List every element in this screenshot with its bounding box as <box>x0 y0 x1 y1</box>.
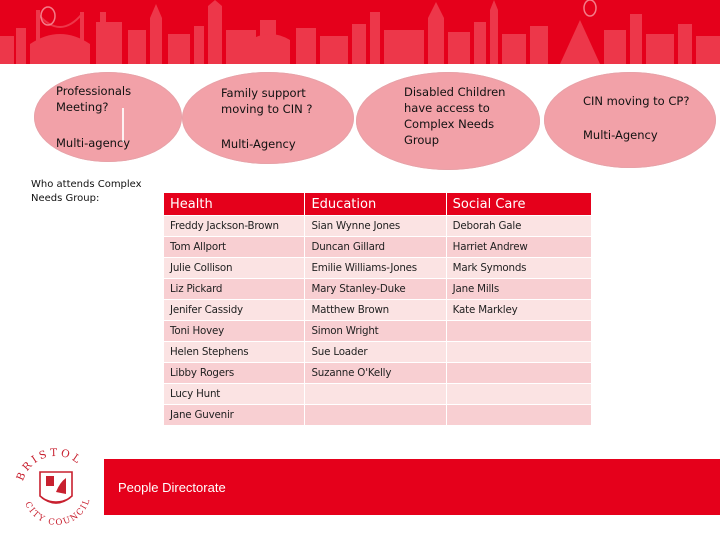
who-attends-label: Who attends Complex Needs Group: <box>31 179 142 204</box>
table-row <box>164 342 592 363</box>
table-cell <box>446 405 591 426</box>
ellipse-disabled-children-title: Disabled Children have access to Complex Needs Group <box>404 85 506 147</box>
ellipse-cin-to-cp-sub: Multi-Agency <box>583 128 658 142</box>
ellipse-professionals-title: Professionals Meeting? <box>56 84 132 114</box>
table-header-row <box>164 193 592 216</box>
table-row <box>164 258 592 279</box>
table-row <box>164 405 592 426</box>
table-cell <box>446 384 591 405</box>
table-cell <box>305 384 446 405</box>
header-health: Health <box>164 193 305 216</box>
table-cell: Jenifer Cassidy <box>164 300 305 321</box>
table-row <box>164 321 592 342</box>
table-row <box>164 216 592 237</box>
table-row <box>164 279 592 300</box>
table-cell: Jane Mills <box>446 279 591 300</box>
header-education: Education <box>305 193 446 216</box>
table-cell: Sue Loader <box>305 342 446 363</box>
ellipse-professionals-sub: Multi-agency <box>56 136 131 150</box>
footer-bar <box>104 459 720 515</box>
ellipse-family-support-title: Family support moving to CIN ? <box>221 86 313 116</box>
header-social-care: Social Care <box>446 193 591 216</box>
svg-text:BRISTOL: BRISTOL <box>14 446 85 483</box>
table-cell: Tom Allport <box>164 237 305 258</box>
table-cell: Duncan Gillard <box>305 237 446 258</box>
header-banner <box>0 0 720 64</box>
table-row <box>164 384 592 405</box>
footer-label: People Directorate <box>118 480 226 495</box>
council-crest-icon <box>10 440 102 532</box>
table-cell: Simon Wright <box>305 321 446 342</box>
table-cell: Harriet Andrew <box>446 237 591 258</box>
table-cell: Helen Stephens <box>164 342 305 363</box>
table-cell <box>305 405 446 426</box>
table-cell: Sian Wynne Jones <box>305 216 446 237</box>
table-cell: Libby Rogers <box>164 363 305 384</box>
ellipse-cin-to-cp <box>544 72 716 168</box>
table-row <box>164 300 592 321</box>
table-cell: Suzanne O'Kelly <box>305 363 446 384</box>
table-cell: Matthew Brown <box>305 300 446 321</box>
table-cell: Freddy Jackson-Brown <box>164 216 305 237</box>
table-cell <box>446 342 591 363</box>
table-cell: Jane Guvenir <box>164 405 305 426</box>
svg-text:CITY COUNCIL: CITY COUNCIL <box>22 496 93 529</box>
table-cell <box>446 363 591 384</box>
table-cell: Mary Stanley-Duke <box>305 279 446 300</box>
attendee-table <box>163 192 592 426</box>
table-cell: Julie Collison <box>164 258 305 279</box>
bristol-city-council-logo <box>10 440 102 532</box>
table-cell <box>446 321 591 342</box>
table-cell: Toni Hovey <box>164 321 305 342</box>
table-row <box>164 363 592 384</box>
table-cell: Deborah Gale <box>446 216 591 237</box>
table-cell: Mark Symonds <box>446 258 591 279</box>
table-cell: Liz Pickard <box>164 279 305 300</box>
ellipse-family-support-sub: Multi-Agency <box>221 137 296 151</box>
ellipse-cin-to-cp-title: CIN moving to CP? <box>583 94 690 108</box>
table-cell: Emilie Williams-Jones <box>305 258 446 279</box>
table-cell: Lucy Hunt <box>164 384 305 405</box>
table-cell: Kate Markley <box>446 300 591 321</box>
table-row <box>164 237 592 258</box>
city-skyline-graphic <box>0 0 720 64</box>
